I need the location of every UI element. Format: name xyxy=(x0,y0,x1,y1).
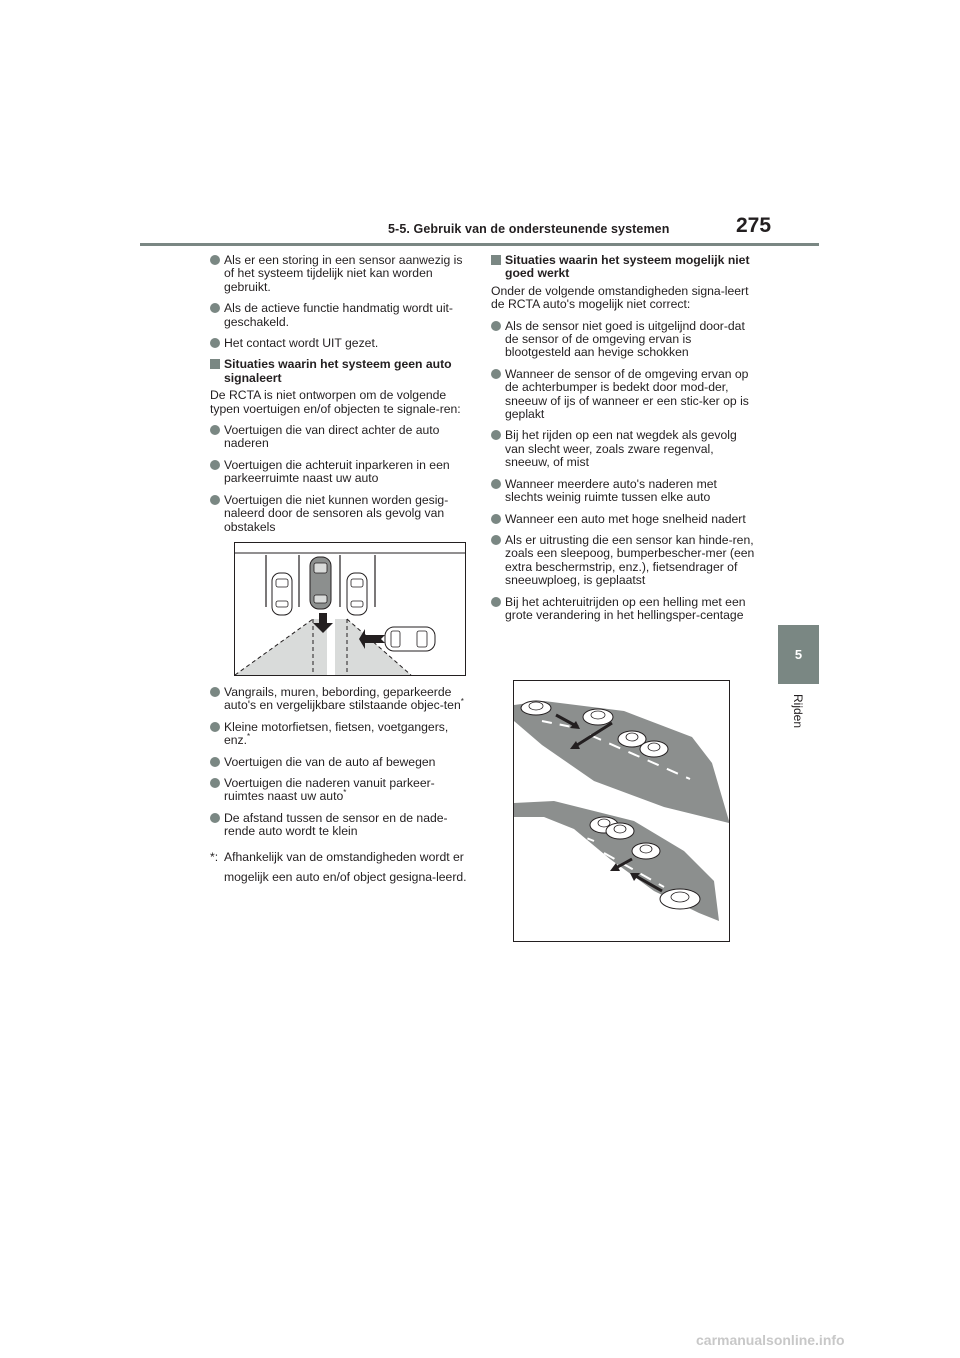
footnote-text: Afhankelijk van de omstandigheden wordt er mogelijk een auto en/of object gesigna-leerd. xyxy=(224,849,467,884)
chapter-label: Rijden xyxy=(791,694,805,729)
square-bullet-icon xyxy=(210,359,220,369)
parked-car-icon xyxy=(347,573,367,615)
bullet-icon xyxy=(210,687,220,697)
list-item: Als er uitrusting die een sensor kan hinde-ren, zoals een sleepoog, bumperbescher-mer (een extra beschermstrip, enz.), fietsendrager of sneeuwploeg, is geplaatst xyxy=(491,534,757,588)
asterisk: * xyxy=(247,732,251,742)
bullet-icon xyxy=(491,321,501,331)
slope-illustration xyxy=(513,680,730,942)
page-number: 275 xyxy=(736,214,772,237)
approaching-car-icon xyxy=(385,627,435,651)
list-item: Kleine motorfietsen, fietsen, voetgangers, enz.* xyxy=(210,721,468,748)
bullet-icon xyxy=(491,597,501,607)
section-heading: Situaties waarin het systeem geen auto signaleert xyxy=(210,358,468,385)
bullet-icon xyxy=(210,722,220,732)
list-item: Wanneer een auto met hoge snelheid nadert xyxy=(491,513,757,526)
bullet-icon xyxy=(210,757,220,767)
bullet-icon xyxy=(491,369,501,379)
bullet-icon xyxy=(210,255,220,265)
parked-car-icon xyxy=(272,573,292,615)
list-item: Het contact wordt UIT gezet. xyxy=(210,337,468,350)
footnote-mark: *: xyxy=(210,849,219,864)
list-item: Bij het achteruitrijden op een helling met een grote verandering in het hellingsper-centage xyxy=(491,596,757,623)
bullet-icon xyxy=(210,303,220,313)
list-item: Vangrails, muren, bebording, geparkeerde auto's en vergelijkbare stilstaande objec-ten* xyxy=(210,686,468,713)
list-item: Bij het rijden op een nat wegdek als gevolg van slecht weer, zoals zware regenval, sneeuw, of mist xyxy=(491,429,757,469)
watermark: carmanualsonline.info xyxy=(696,1332,845,1348)
car-icon xyxy=(583,709,613,725)
chapter-tab xyxy=(778,625,819,684)
bullet-icon xyxy=(491,514,501,524)
list-item: Voertuigen die van direct achter de auto naderen xyxy=(210,424,468,451)
footnote xyxy=(210,847,468,887)
list-item: Voertuigen die naderen vanuit parkeer-ruimtes naast uw auto* xyxy=(210,777,468,804)
list-item: Voertuigen die niet kunnen worden gesig-naleerd door de sensoren als gevolg van obstakels xyxy=(210,494,468,534)
chapter-number: 5 xyxy=(794,647,803,662)
bullet-icon xyxy=(210,460,220,470)
bullet-icon xyxy=(491,430,501,440)
parking-illustration xyxy=(234,542,466,676)
square-bullet-icon xyxy=(491,255,501,265)
section-title: 5-5. Gebruik van de ondersteunende systemen xyxy=(388,222,670,236)
asterisk: * xyxy=(343,788,347,798)
car-icon xyxy=(521,701,551,715)
intro-paragraph: Onder de volgende omstandigheden signa-leert de RCTA auto's mogelijk niet correct: xyxy=(491,283,749,312)
bullet-icon xyxy=(210,813,220,823)
list-item: Voertuigen die van de auto af bewegen xyxy=(210,756,468,769)
list-item: Voertuigen die achteruit inparkeren in een parkeerruimte naast uw auto xyxy=(210,459,468,486)
header-rule xyxy=(140,243,819,246)
own-car-icon xyxy=(660,889,700,909)
section-heading: Situaties waarin het systeem mogelijk niet goed werkt xyxy=(491,254,757,281)
own-car-icon xyxy=(310,557,331,609)
list-item: Wanneer meerdere auto's naderen met slechts weinig ruimte tussen elke auto xyxy=(491,478,757,505)
list-item: Als de sensor niet goed is uitgelijnd door-dat de sensor of de omgeving ervan is blootgesteld aan hevige schokken xyxy=(491,320,757,360)
bullet-icon xyxy=(491,535,501,545)
asterisk: * xyxy=(460,697,464,707)
bullet-icon xyxy=(491,479,501,489)
car-icon xyxy=(606,823,634,839)
list-item: Als de actieve functie handmatig wordt uit-geschakeld. xyxy=(210,302,468,329)
bullet-icon xyxy=(210,338,220,348)
list-item: Als er een storing in een sensor aanwezig is of het systeem tijdelijk niet kan worden gebruikt. xyxy=(210,254,468,294)
right-column xyxy=(491,254,757,630)
left-column xyxy=(210,254,468,887)
bullet-icon xyxy=(210,495,220,505)
list-item: De afstand tussen de sensor en de nade-rende auto wordt te klein xyxy=(210,812,468,839)
bullet-icon xyxy=(210,425,220,435)
car-icon xyxy=(632,843,660,859)
car-icon xyxy=(640,741,668,757)
bullet-icon xyxy=(210,778,220,788)
intro-paragraph: De RCTA is niet ontworpen om de volgende typen voertuigen en/of objecten te signale-ren: xyxy=(210,388,461,416)
list-item: Wanneer de sensor of de omgeving ervan op de achterbumper is bedekt door mod-der, sneeuw of ijs of wanneer er een stic-ker op is geplakt xyxy=(491,368,757,422)
